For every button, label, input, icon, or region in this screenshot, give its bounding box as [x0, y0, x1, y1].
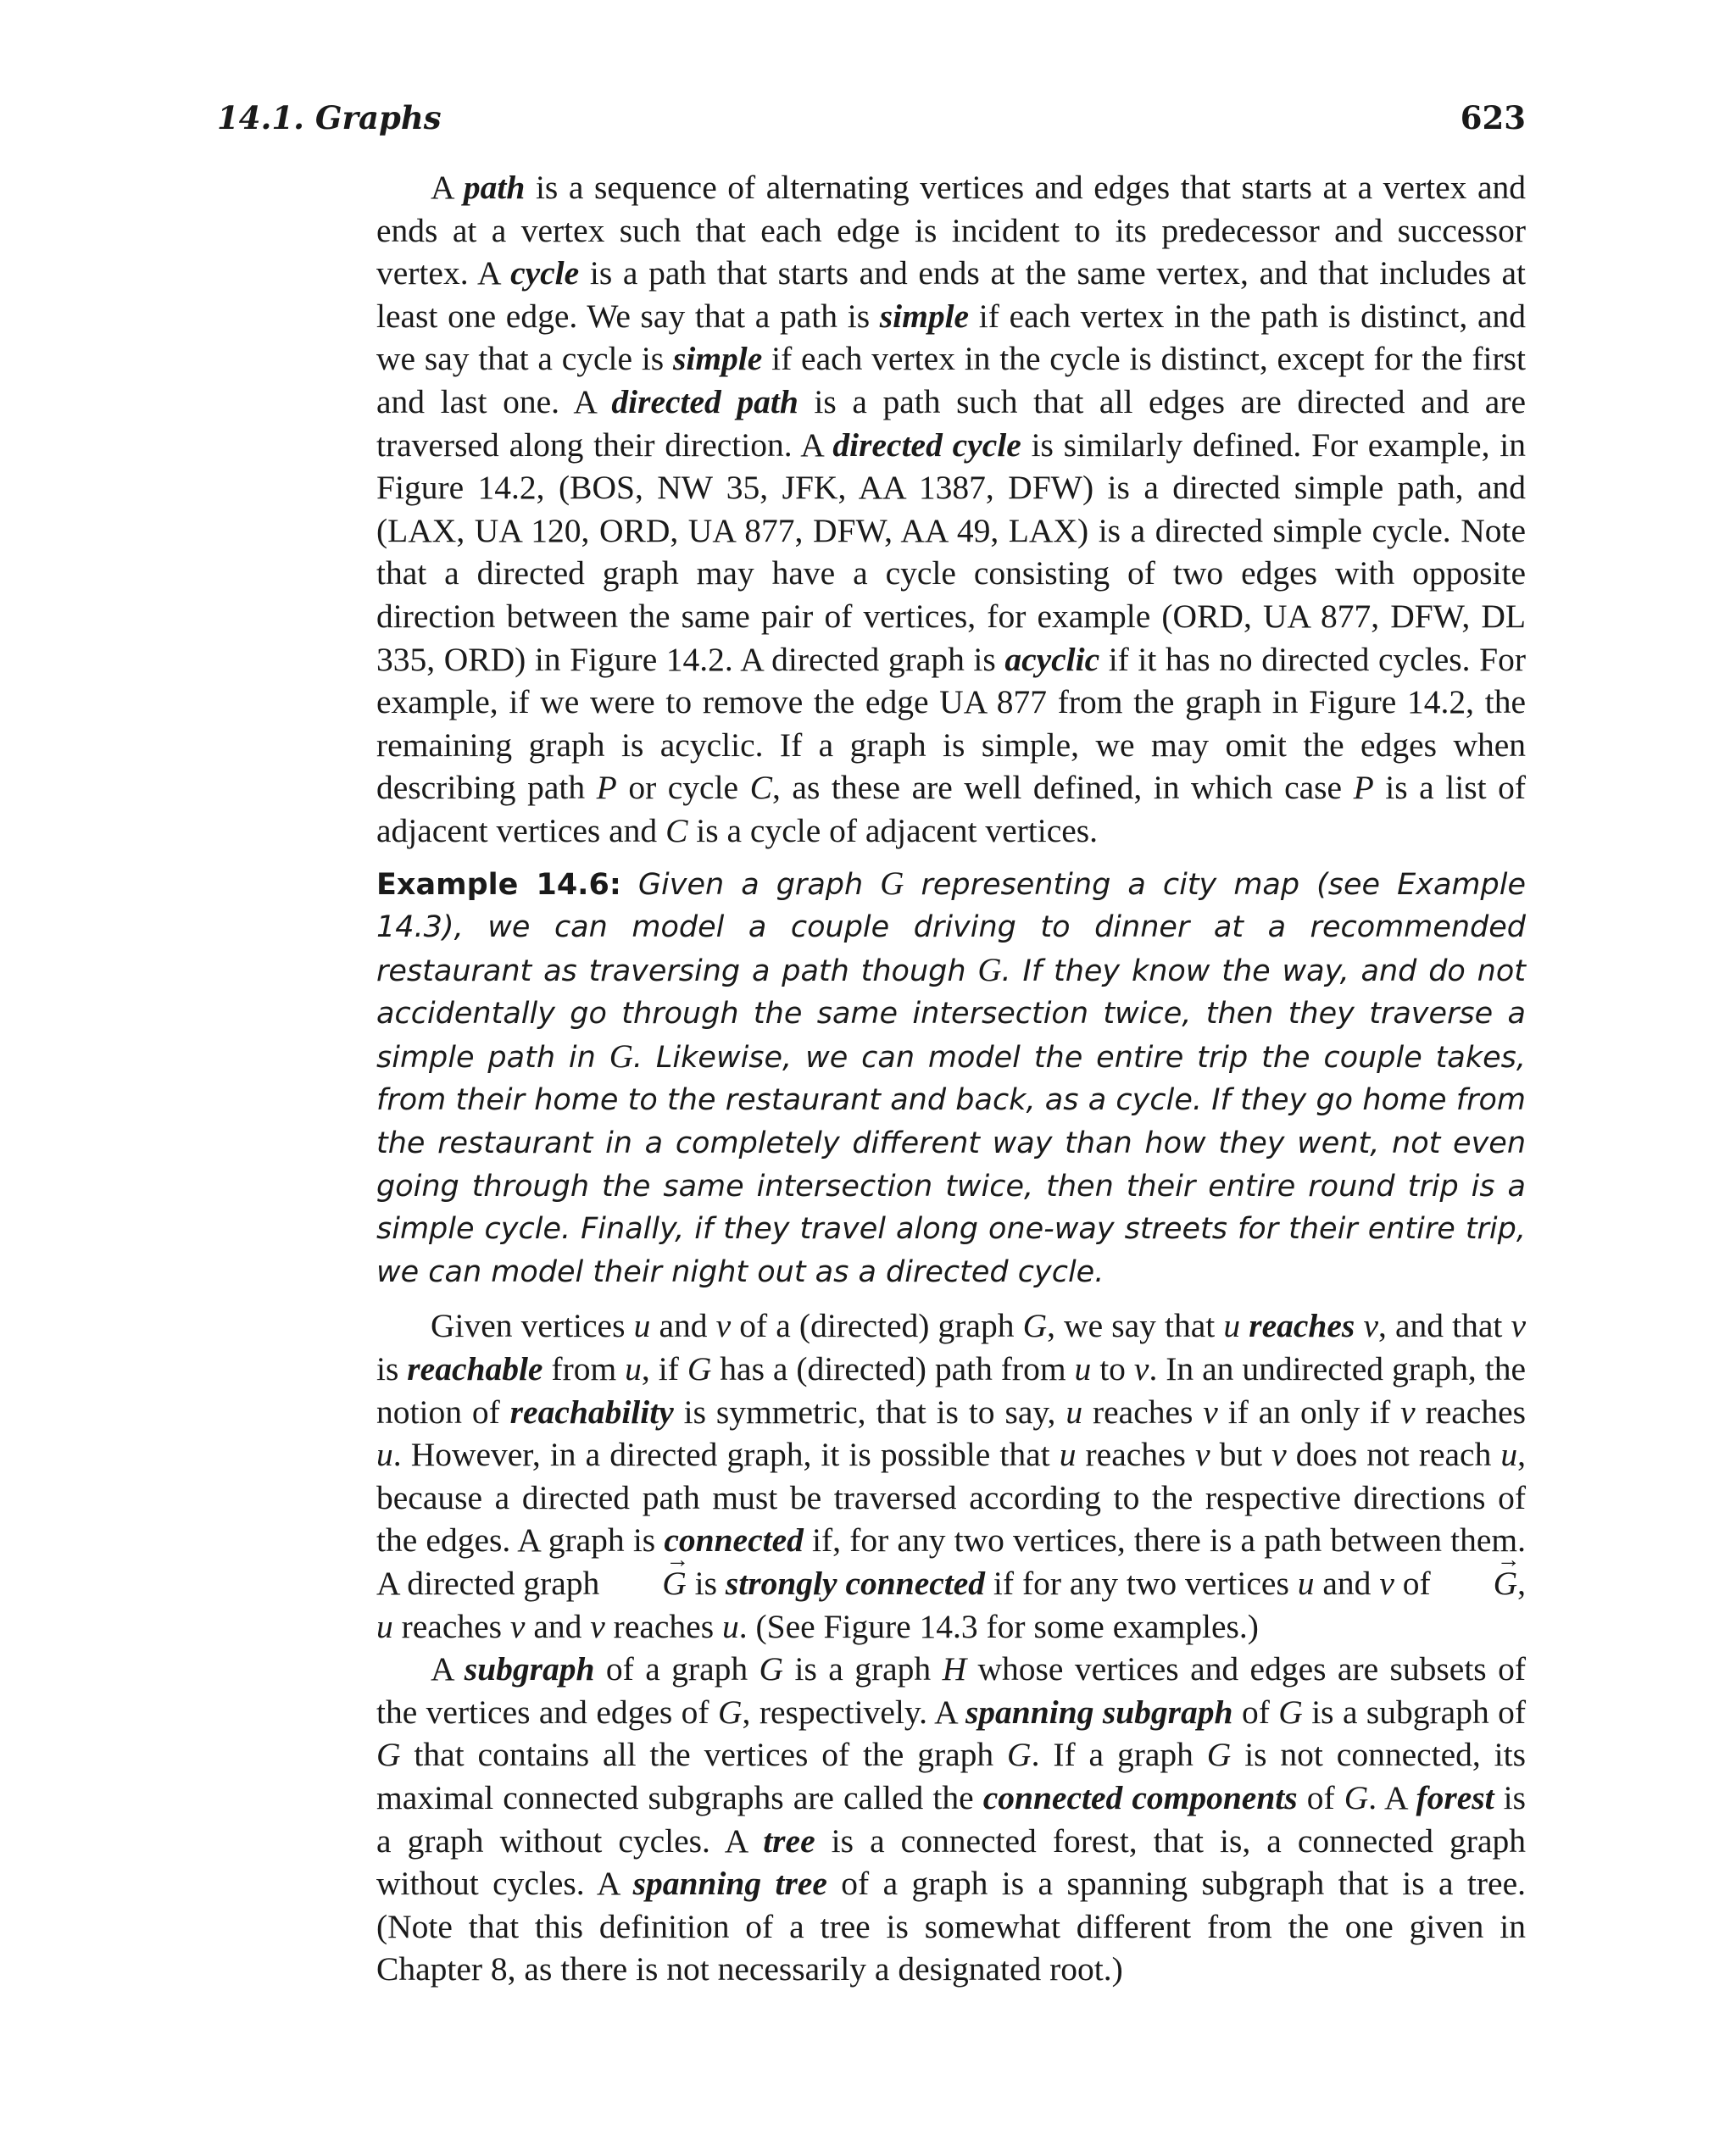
page-number: 623	[1460, 99, 1526, 136]
running-head	[217, 99, 1526, 150]
vector-g-symbol: → G	[608, 1562, 687, 1605]
paragraph-paths-cycles: A path is a sequence of alternating vertices and edges that starts at a vertex and ends at a vertex such that each edge is incident to its predecessor and successor vertex. A cycle is a path that starts and ends at the same vertex, and that includes at least one edge. We say that a path is simple if each vertex in the path is distinct, and we say that a cycle is simple if each vertex in the cycle is distinct, except for the first and last one. A directed path is a path such that all edges are directed and are traversed along their direction. A directed cycle is similarly defined. For example, in Figure 14.2, (BOS, NW 35, JFK, AA 1387, DFW) is a directed simple path, and (LAX, UA 120, ORD, UA 877, DFW, AA 49, LAX) is a directed simple cycle. Note that a directed graph may have a cycle consisting of two edges with opposite direction between the same pair of vertices, for example (ORD, UA 877, DFW, DL 335, ORD) in Figure 14.2. A directed graph is acyclic if it has no directed cycles. For example, if we were to remove the edge UA 877 from the graph in Figure 14.2, the remaining graph is acyclic. If a graph is simple, we may omit the edges when describing path P or cycle C, as these are well defined, in which case P is a list of adjacent vertices and C is a cycle of adjacent vertices.	[376, 169, 1527, 849]
paragraph-reachability: Given vertices u and v of a (directed) graph G, we say that u reaches v, and that v is reachable from u, if G has a (directed) path from u to v. In an undirected graph, the notion of reachability is symmetric, that is to say, u reaches v if an only if v reaches u. However, in a directed graph, it is possible that u reaches v but v does not reach u, because a directed path must be traversed according to the respective directions of the edges. A graph is connected if, for any two vertices, there is a path between them. A directed graph → G is strongly connected if for any two vertices u and v of → G, u reaches v and v reaches u. (See Figure 14.3 for some examples.)	[376, 1304, 1526, 1648]
term-path: path	[463, 169, 526, 206]
vector-g-symbol: → G	[1439, 1562, 1518, 1605]
term-directed-path: directed path	[611, 382, 798, 420]
term-acyclic: acyclic	[1004, 640, 1100, 678]
term-reaches: reaches	[1249, 1307, 1355, 1345]
page-body	[376, 166, 1526, 1991]
term-reachability: reachability	[509, 1393, 674, 1431]
term-connected-components: connected components	[982, 1778, 1298, 1816]
term-forest: forest	[1416, 1778, 1494, 1816]
term-strongly-connected: strongly connected	[725, 1565, 986, 1602]
term-reachable: reachable	[407, 1350, 543, 1388]
term-subgraph: subgraph	[464, 1650, 595, 1688]
example-14-6: Example 14.6: Given a graph G representing a city map (see Example 14.3), we can model a couple driving to dinner at a recommended restaurant as traversing a path though G. If they know the way, and do not accidentally go through the same intersection twice, then they traverse a simple path in G. Likewise, we can model the entire trip the couple takes, from their home to the restaurant and back, as a cycle. If they go home from the restaurant in a completely different way than how they went, not even going through the same intersection twice, then their entire round trip is a simple cycle. Finally, if they travel along one-way streets for their entire trip, we can model their night out as a directed cycle.	[376, 865, 1526, 1289]
example-label: Example 14.6:	[376, 867, 621, 902]
term-directed-cycle: directed cycle	[832, 425, 1021, 464]
term-simple-cycle: simple	[672, 340, 763, 378]
term-spanning-tree: spanning tree	[632, 1865, 827, 1903]
section-title: 14.1. Graphs	[217, 99, 442, 136]
term-cycle: cycle	[510, 254, 580, 292]
term-spanning-subgraph: spanning subgraph	[965, 1693, 1233, 1731]
paragraph-subgraphs: A subgraph of a graph G is a graph H whose vertices and edges are subsets of the vertices and edges of G, respectively. A spanning subgraph of G is a subgraph of G that contains all the vertices of the graph G. If a graph G is not connected, its maximal connected subgraphs are called the connected components of G. A forest is a graph without cycles. A tree is a connected forest, that is, a connected graph without cycles. A spanning tree of a graph is a spanning subgraph that is a tree. (Note that this definition of a tree is somewhat different from the one given in Chapter 8, as there is not necessarily a designated root.)	[376, 1650, 1527, 1988]
term-connected: connected	[664, 1521, 804, 1560]
term-tree: tree	[763, 1821, 815, 1860]
term-simple-path: simple	[879, 297, 970, 335]
